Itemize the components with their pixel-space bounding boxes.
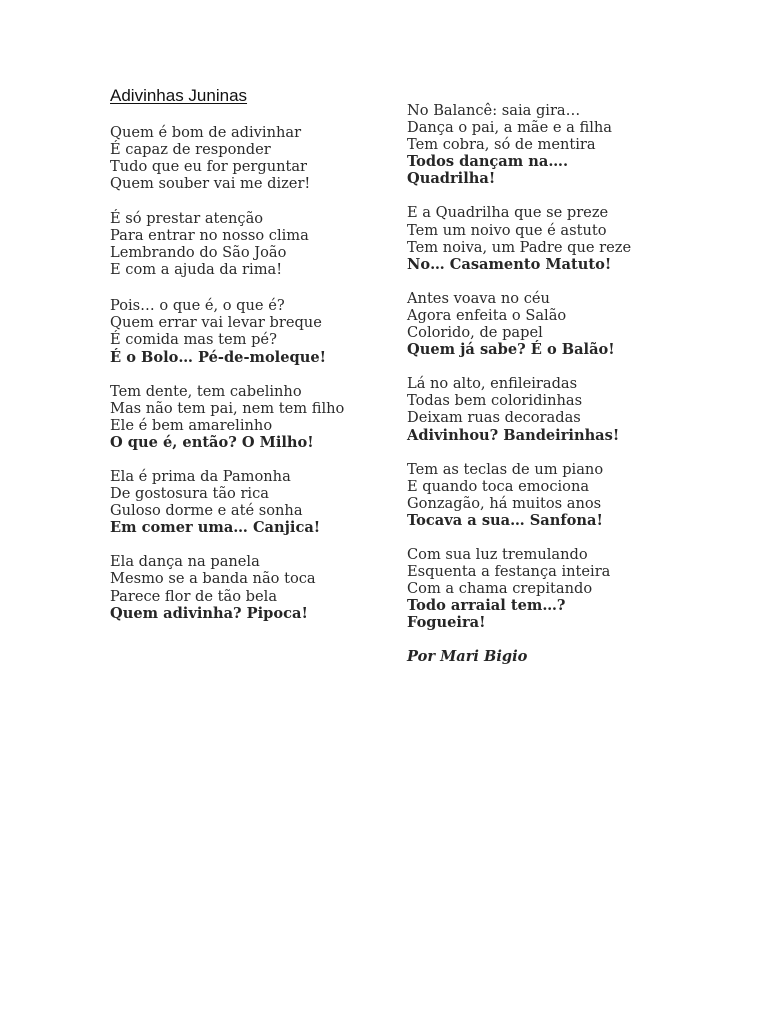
- signature-block: [407, 648, 631, 665]
- author-signature: Por Mari Bigio: [407, 648, 528, 666]
- stanza: [110, 468, 344, 536]
- poem-line-answer: Quem já sabe? É o Balão!: [407, 341, 615, 359]
- stanza: [110, 383, 344, 451]
- poem-line: No Balancê: saia gira…: [407, 102, 581, 119]
- stanza: [110, 124, 344, 192]
- poem-line: Mesmo se a banda não toca: [110, 570, 316, 588]
- poem-line: Tem dente, tem cabelinho: [110, 382, 302, 400]
- poem-line: É capaz de responder: [110, 141, 271, 159]
- poem-line: Dança o pai, a mãe e a filha: [407, 119, 612, 137]
- poem-line: De gostosura tão rica: [110, 485, 269, 503]
- poem-line-answer: Tocava a sua… Sanfona!: [407, 511, 603, 529]
- stanza: [407, 204, 631, 272]
- poem-line: E com a ajuda da rima!: [110, 261, 283, 279]
- poem-line: Pois… o que é, o que é?: [110, 297, 285, 315]
- poem-line: Guloso dorme e até sonha: [110, 502, 303, 520]
- poem-line: Tudo que eu for perguntar: [110, 158, 308, 176]
- left-column: [110, 124, 344, 622]
- poem-line: Gonzagão, há muitos anos: [407, 494, 602, 512]
- poem-line: Com sua luz tremulando: [407, 545, 588, 563]
- stanza: [407, 290, 631, 358]
- poem-line: Ela dança na panela: [110, 553, 260, 571]
- stanza: [407, 461, 631, 529]
- poem-line: Parece flor de tão bela: [110, 587, 278, 605]
- stanza: [407, 546, 631, 631]
- poem-line: Antes voava no céu: [407, 289, 550, 307]
- stanza: [110, 210, 344, 278]
- poem-line: Tem cobra, só de mentira: [407, 136, 596, 154]
- poem-line: Deixam ruas decoradas: [407, 409, 581, 427]
- poem-line-answer: Quadrilha!: [407, 170, 496, 188]
- poem-line: Quem errar vai levar breque: [110, 314, 322, 332]
- poem-line-answer: Todos dançam na….: [407, 153, 569, 171]
- poem-line: Esquenta a festança inteira: [407, 563, 611, 581]
- poem-line: Para entrar no nosso clima: [110, 226, 309, 244]
- poem-line-answer: Todo arraial tem…?: [407, 597, 566, 615]
- poem-line-answer: O que é, então? O Milho!: [110, 433, 314, 451]
- poem-line: Com a chama crepitando: [407, 580, 593, 598]
- poem-line: Colorido, de papel: [407, 324, 543, 342]
- poem-line: Lembrando do São João: [110, 244, 287, 262]
- poem-line: Lá no alto, enfileiradas: [407, 375, 578, 393]
- poem-line: E quando toca emociona: [407, 477, 590, 495]
- stanza: [110, 297, 344, 365]
- poem-line-answer: Quem adivinha? Pipoca!: [110, 604, 308, 622]
- poem-line: É comida mas tem pé?: [110, 331, 277, 349]
- right-column: [407, 102, 631, 666]
- poem-line-answer: Fogueira!: [407, 614, 486, 632]
- poem-line-answer: É o Bolo… Pé-de-moleque!: [110, 348, 327, 366]
- poem-line: Agora enfeita o Salão: [407, 306, 567, 324]
- poem-line: Tem as teclas de um piano: [407, 460, 604, 478]
- poem-title: Adivinhas Juninas: [110, 86, 248, 105]
- stanza: [407, 102, 631, 187]
- poem-line: Ela é prima da Pamonha: [110, 468, 291, 485]
- poem-line: Todas bem coloridinhas: [407, 392, 583, 410]
- stanza: [110, 553, 344, 621]
- poem-line: Tem noiva, um Padre que reze: [407, 238, 632, 256]
- poem-line: É só prestar atenção: [110, 209, 264, 227]
- stanza: [407, 375, 631, 443]
- poem-line: Mas não tem pai, nem tem filho: [110, 399, 345, 417]
- poem-line: Tem um noivo que é astuto: [407, 221, 607, 239]
- poem-line: Quem é bom de adivinhar: [110, 124, 302, 141]
- poem-line: Ele é bem amarelinho: [110, 416, 273, 434]
- poem-line-answer: Em comer uma… Canjica!: [110, 519, 321, 537]
- poem-line: E a Quadrilha que se preze: [407, 204, 609, 222]
- poem-line-answer: Adivinhou? Bandeirinhas!: [407, 426, 620, 444]
- poem-line: Quem souber vai me dizer!: [110, 175, 311, 193]
- poem-line-answer: No… Casamento Matuto!: [407, 255, 612, 273]
